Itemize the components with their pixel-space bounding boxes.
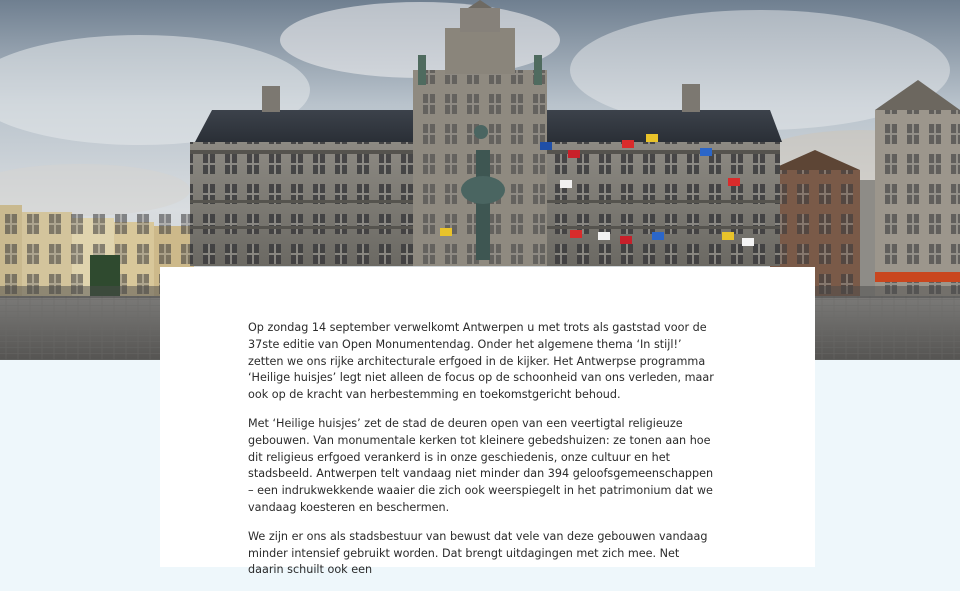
- article-paragraph-3: We zijn er ons als stadsbestuur van bewust dat vele van deze gebouwen vandaag minder intensief gebruikt worden. Dat brengt uitdagingen met zich mee. Net daarin schuilt ook een: [248, 529, 708, 577]
- article-paragraph-2: Met ‘Heilige huisjes’ zet de stad de deuren open van een veertigtal religieuze gebouwen. Van monumentale kerken tot kleinere gebedshuizen: ze tonen aan hoe dit religieus erfgoed verankerd is in onze geschiedenis, onze cultuur en het stadsbeeld. Antwerpen telt vandaag niet minder dan 394 geloofsgemeenschappen – een indrukwekkende waaier die zich ook weerspiegelt in het patrimonium dat we vandaag koesteren en beschermen.: [248, 416, 714, 514]
- article-card: [160, 267, 815, 577]
- article-paragraph-1: Op zondag 14 september verwelkomt Antwerpen u met trots als gaststad voor de 37ste editie van Open Monumentendag. Onder het algemene thema ‘In stijl!’ zetten we ons rijke architecturale erfgoed in de kijker. Het Antwerpse programma ‘Heilige huisjes’ legt niet alleen de focus op de schoonheid van ons verleden, maar ook op de kracht van herbestemming en toekomstgericht behoud.: [248, 321, 714, 402]
- article-body: [248, 320, 718, 591]
